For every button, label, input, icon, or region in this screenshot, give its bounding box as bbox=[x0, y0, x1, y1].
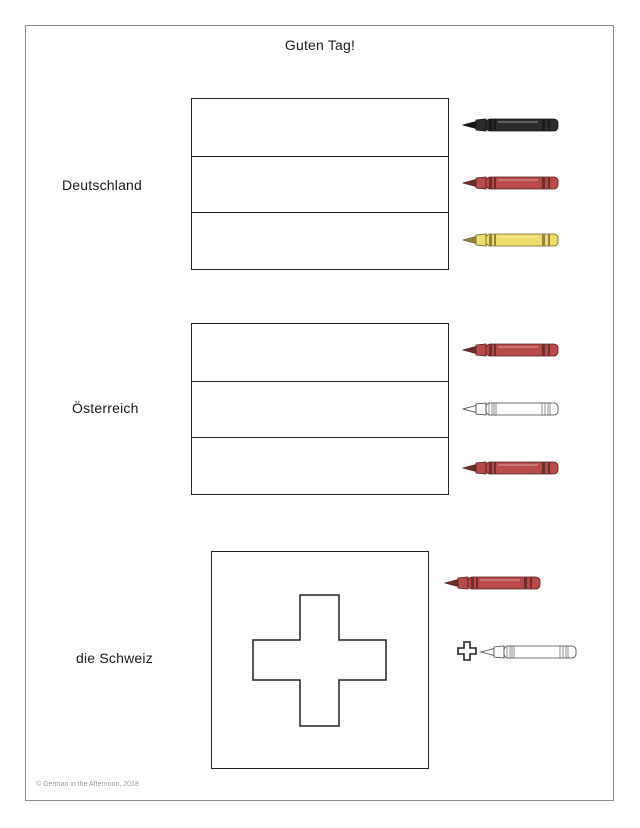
crayon-red-icon bbox=[444, 574, 544, 592]
crayon-yellow-icon bbox=[462, 231, 562, 249]
crayon-red-icon bbox=[462, 459, 562, 477]
crayon-black-icon bbox=[462, 116, 562, 134]
copyright-footer: © German in the Afternoon, 2018 bbox=[36, 781, 139, 788]
stripe-middle[interactable] bbox=[192, 381, 448, 438]
stripe-middle[interactable] bbox=[192, 156, 448, 213]
crayon-white-icon bbox=[462, 400, 562, 418]
stripe-bottom[interactable] bbox=[192, 437, 448, 494]
stripe-top[interactable] bbox=[192, 99, 448, 156]
label-oesterreich: Österreich bbox=[72, 400, 139, 416]
flag-outline-oesterreich[interactable] bbox=[191, 323, 449, 495]
stripe-top[interactable] bbox=[192, 324, 448, 381]
swiss-cross-shape[interactable] bbox=[253, 595, 386, 726]
stripe-bottom[interactable] bbox=[192, 212, 448, 269]
swiss-cross-outline[interactable] bbox=[252, 594, 388, 728]
label-die-schweiz: die Schweiz bbox=[76, 650, 153, 666]
crayon-red-icon bbox=[462, 341, 562, 359]
page-title: Guten Tag! bbox=[284, 37, 356, 53]
cross-icon bbox=[457, 641, 477, 661]
label-deutschland: Deutschland bbox=[62, 177, 143, 193]
crayon-red-icon bbox=[462, 174, 562, 192]
flag-outline-deutschland[interactable] bbox=[191, 98, 449, 270]
crayon-white-icon bbox=[480, 643, 580, 661]
